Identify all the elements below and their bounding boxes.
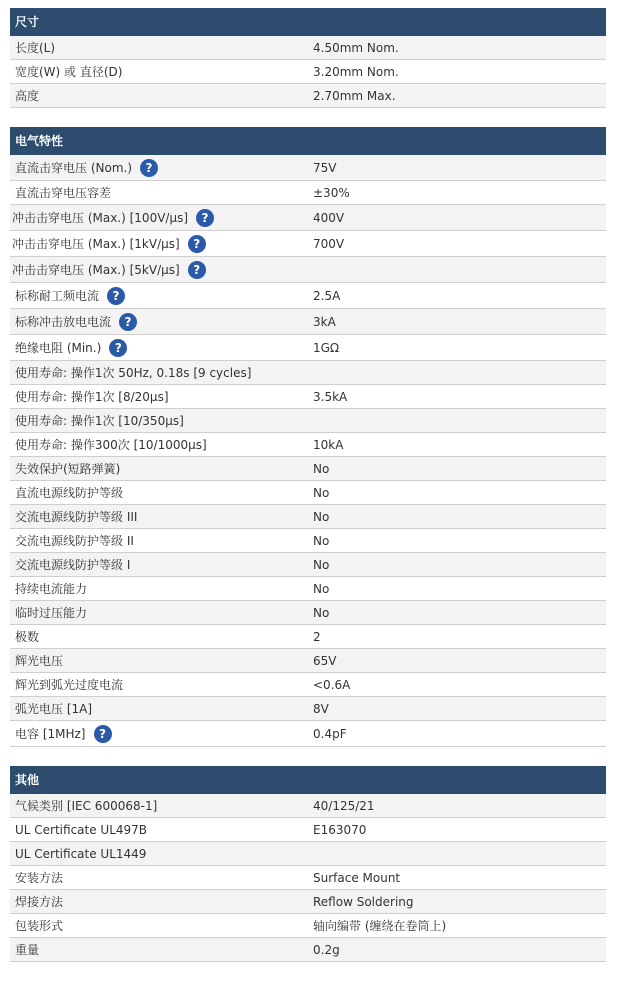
row-label: 长度(L) xyxy=(15,41,56,55)
help-icon[interactable]: ? xyxy=(188,261,206,279)
table-row xyxy=(10,205,606,231)
row-label: 交流电源线防护等级 III xyxy=(15,510,138,524)
row-label: 冲击击穿电压 (Max.) [5kV/µs] xyxy=(12,263,180,277)
row-label: 冲击击穿电压 (Max.) [1kV/µs] xyxy=(12,237,180,251)
table-row xyxy=(10,721,606,747)
row-label: 宽度(W) 或 直径(D) xyxy=(15,65,123,79)
row-value: 3.20mm Nom. xyxy=(313,64,399,79)
table-row xyxy=(10,890,606,914)
help-icon[interactable]: ? xyxy=(196,209,214,227)
table-row xyxy=(10,60,606,84)
table-row xyxy=(10,529,606,553)
table-row xyxy=(10,697,606,721)
table-row xyxy=(10,938,606,962)
help-icon[interactable]: ? xyxy=(107,287,125,305)
row-label: 极数 xyxy=(15,630,40,644)
help-icon[interactable]: ? xyxy=(140,159,158,177)
table-row xyxy=(10,794,606,818)
row-label: 包装形式 xyxy=(15,919,64,933)
row-value: No xyxy=(313,533,330,548)
row-label: 绝缘电阻 (Min.) xyxy=(15,341,102,355)
row-value: <0.6A xyxy=(313,677,351,692)
row-value: No xyxy=(313,581,330,596)
section-header: 尺寸 xyxy=(10,8,606,36)
row-label: 辉光电压 xyxy=(15,654,64,668)
row-value: 轴向编带 (缠绕在卷筒上) xyxy=(313,919,447,933)
help-icon[interactable]: ? xyxy=(94,725,112,743)
row-value: No xyxy=(313,509,330,524)
help-icon[interactable]: ? xyxy=(188,235,206,253)
table-row xyxy=(10,409,606,433)
table-row xyxy=(10,335,606,361)
row-value: 400V xyxy=(313,210,345,225)
row-label: 冲击击穿电压 (Max.) [100V/µs] xyxy=(12,211,189,225)
row-value: 0.4pF xyxy=(313,726,347,741)
row-label: 重量 xyxy=(15,943,40,957)
table-row xyxy=(10,385,606,409)
row-value: No xyxy=(313,605,330,620)
row-label: 标称耐工频电流 xyxy=(15,289,100,303)
row-label: 临时过压能力 xyxy=(15,606,88,620)
row-label: 持续电流能力 xyxy=(15,582,88,596)
table-row xyxy=(10,505,606,529)
table-row xyxy=(10,842,606,866)
table-row xyxy=(10,673,606,697)
table-row xyxy=(10,601,606,625)
table-row xyxy=(10,866,606,890)
row-label: 使用寿命: 操作1次 50Hz, 0.18s [9 cycles] xyxy=(15,366,252,380)
row-value: 2.5A xyxy=(313,288,341,303)
row-value: 8V xyxy=(313,701,329,716)
row-value: ±30% xyxy=(313,185,350,200)
row-value: 2 xyxy=(313,629,321,644)
table-row xyxy=(10,155,606,181)
row-label: 高度 xyxy=(15,89,40,103)
table-row xyxy=(10,283,606,309)
row-value: 65V xyxy=(313,653,337,668)
row-label: 交流电源线防护等级 I xyxy=(15,558,131,572)
row-value: Surface Mount xyxy=(313,870,401,885)
table-row xyxy=(10,625,606,649)
table-row xyxy=(10,433,606,457)
row-label: 弧光电压 [1A] xyxy=(15,702,93,716)
table-row xyxy=(10,84,606,108)
row-value: 75V xyxy=(313,160,337,175)
table-row xyxy=(10,818,606,842)
row-value: 4.50mm Nom. xyxy=(313,40,399,55)
row-label: 使用寿命: 操作1次 [8/20µs] xyxy=(15,390,169,404)
row-label: 气候类别 [IEC 600068-1] xyxy=(15,799,158,813)
row-label: UL Certificate UL497B xyxy=(15,822,148,837)
section-other xyxy=(10,766,606,962)
row-value: No xyxy=(313,485,330,500)
section-dimensions xyxy=(10,8,606,108)
table-row xyxy=(10,231,606,257)
table-row xyxy=(10,361,606,385)
row-label: 安装方法 xyxy=(15,871,64,885)
row-value: Reflow Soldering xyxy=(313,894,414,909)
row-value: No xyxy=(313,557,330,572)
table-row xyxy=(10,309,606,335)
row-label: 直流击穿电压容差 xyxy=(15,186,112,200)
table-row xyxy=(10,914,606,938)
row-label: 使用寿命: 操作1次 [10/350µs] xyxy=(15,414,184,428)
row-label: 直流电源线防护等级 xyxy=(15,486,124,500)
help-icon[interactable]: ? xyxy=(109,339,127,357)
row-label: 交流电源线防护等级 II xyxy=(15,534,134,548)
row-value: 3.5kA xyxy=(313,389,348,404)
row-label: UL Certificate UL1449 xyxy=(15,846,147,861)
table-row xyxy=(10,257,606,283)
section-header: 其他 xyxy=(10,766,606,794)
table-row xyxy=(10,457,606,481)
table-row xyxy=(10,649,606,673)
row-value: No xyxy=(313,461,330,476)
table-row xyxy=(10,577,606,601)
table-row xyxy=(10,481,606,505)
row-value: 700V xyxy=(313,236,345,251)
help-icon[interactable]: ? xyxy=(119,313,137,331)
row-value: 2.70mm Max. xyxy=(313,88,396,103)
row-label: 电容 [1MHz] xyxy=(15,727,86,741)
row-label: 标称冲击放电电流 xyxy=(15,315,112,329)
row-label: 辉光到弧光过度电流 xyxy=(15,678,124,692)
row-value: E163070 xyxy=(313,822,367,837)
table-row xyxy=(10,181,606,205)
row-label: 直流击穿电压 (Nom.) xyxy=(15,161,133,175)
row-label: 失效保护(短路弹簧) xyxy=(15,462,121,476)
table-row xyxy=(10,36,606,60)
row-value: 10kA xyxy=(313,437,344,452)
row-label: 使用寿命: 操作300次 [10/1000µs] xyxy=(15,438,207,452)
row-value: 40/125/21 xyxy=(313,798,375,813)
section-header: 电气特性 xyxy=(10,127,606,155)
row-value: 1GΩ xyxy=(313,340,340,355)
row-value: 0.2g xyxy=(313,942,340,957)
table-row xyxy=(10,553,606,577)
row-label: 焊接方法 xyxy=(15,895,64,909)
section-electrical xyxy=(10,127,606,747)
row-value: 3kA xyxy=(313,314,336,329)
